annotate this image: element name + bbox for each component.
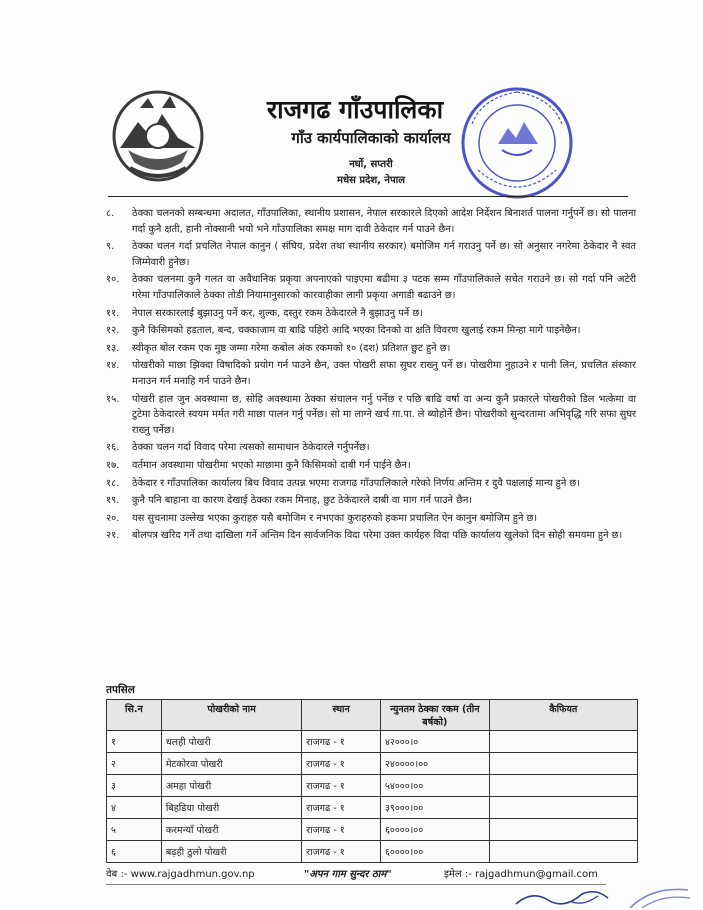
condition-item bbox=[106, 272, 636, 303]
condition-item bbox=[106, 206, 636, 237]
table-row bbox=[107, 841, 638, 863]
condition-item bbox=[106, 392, 636, 439]
condition-text: बोलपत्र खरिद गर्ने तथा दाखिला गर्ने अन्तिम दिन सार्वजनिक विदा परेमा उक्त कार्यहरु विदा पछि कार्यालय खुलेको दिन सोही समयमा हुने छ। bbox=[132, 530, 623, 542]
cell-place: राजगढ - १ bbox=[302, 841, 381, 863]
condition-number: ११. bbox=[106, 307, 120, 319]
condition-item bbox=[106, 341, 636, 357]
column-header-min-amount: न्युनतम ठेक्का रकम (तीन बर्षको) bbox=[380, 700, 489, 731]
cell-sn: ३ bbox=[107, 775, 162, 797]
condition-number: ८. bbox=[106, 208, 115, 219]
cell-place: राजगढ - १ bbox=[302, 775, 381, 797]
condition-text: ठेक्का चलनमा कुनै गलत वा अवैधानिक प्रकृया अपनाएको पाइएमा बढीमा ३ पटक सम्म गाँउपालिकाले सचेत गराउने छ। सो गर्दा पनि अटेरी गरेमा गाँउपालिकाले ठेक्का तोडी नियामानुसारको कारवाहीका लागी प्रकृया अगाडी बढाउने छ। bbox=[132, 274, 636, 301]
table-row bbox=[107, 753, 638, 775]
table-row bbox=[107, 797, 638, 819]
condition-text: ठेकेदार र गाँउपालिका कार्यालय बिच विवाद उत्पन्न भएमा राजगढ गाँउपालिकाले गरेको निर्णय अन्तिम र दुवै पक्षलाई मान्य हुने छ। bbox=[132, 477, 580, 489]
website-link[interactable]: वेब :- www.rajgadhmun.gov.np bbox=[106, 869, 255, 880]
condition-number: १३. bbox=[106, 342, 120, 354]
conditions-list bbox=[106, 206, 636, 546]
office-seal-stamp-icon bbox=[458, 84, 576, 202]
table-row bbox=[107, 731, 638, 753]
table-row bbox=[107, 819, 638, 841]
condition-text: ठेक्का चलन गर्दा प्रचलित नेपाल कानुन ( संघिय, प्रदेश तथा स्थानीय सरकार) बमोजिम गर्न गराउनु पर्ने छ। सो अनुसार नगरेमा ठेकेदार नै स्वत जिम्मेवारी हुनेछ। bbox=[132, 241, 636, 268]
cell-place: राजगढ - १ bbox=[302, 753, 381, 775]
condition-text: पोखरी हाल जुन अवस्थामा छ, सोहि अवस्थामा ठेक्का संचालन गर्नु पर्नेछ र पछि बाढि वर्षा वा अन्य कुनै प्रकारले पोखरीको डिल भत्केमा वा टुटेमा ठेकेदारले स्वयम मर्मत गरी माछा पालन गर्नु पर्नेछ। सो मा लाग्ने खर्च गा.पा. ले ब्योहोर्ने छैन। पोखरीको सुन्दरतामा अभिवृद्धि गरि सफा सुघर राख्नु पर्नेछ। bbox=[132, 393, 636, 436]
office-name: गाँउ कार्यपालिकाको कार्यालय bbox=[291, 129, 451, 147]
cell-sn: ६ bbox=[107, 841, 162, 863]
cell-amount: ४२०००।० bbox=[380, 731, 489, 753]
pond-schedule-table bbox=[106, 699, 638, 863]
condition-text: पोखरीको माछा झिक्दा विषादिको प्रयोग गर्न पाउने छैन, उक्त पोखरी सफा सुघर राख्नु पर्ने छ। पोखरीमा नुहाउने र पानी लिन, प्रचलित संस्कार मनाउन गर्न मनाहि गर्न पाउने छैन। bbox=[132, 360, 636, 387]
cell-amount: ६००००।०० bbox=[380, 841, 489, 863]
column-header-remarks: कैफियत bbox=[489, 700, 637, 731]
condition-number: १७. bbox=[106, 459, 120, 471]
schedule-heading: तपसिल bbox=[106, 684, 135, 696]
table-row bbox=[107, 775, 638, 797]
condition-item bbox=[106, 358, 636, 389]
condition-item bbox=[106, 323, 636, 339]
cell-place: राजगढ - १ bbox=[302, 819, 381, 841]
cell-remark bbox=[489, 731, 637, 753]
condition-text: नेपाल सरकारलाई बुझाउनु पर्ने कर, शुल्क, दस्तुर रकम ठेकेदारले नै बुझाउनु पर्ने छ। bbox=[132, 307, 423, 319]
column-header-place: स्थान bbox=[302, 700, 381, 731]
cell-amount: ५४०००।०० bbox=[380, 775, 489, 797]
footer-slogan: "अपन गाम सुन्दर ठाम" bbox=[304, 869, 392, 880]
condition-text: यस सुचनामा उल्लेख भएका कुराहरु यसै बमोजिम र नभएका कुराहरुको हकमा प्रचालित ऐन कानुन बमोजिम हुने छ। bbox=[132, 512, 538, 524]
condition-number: १४. bbox=[106, 360, 120, 372]
condition-number: १८. bbox=[106, 477, 120, 489]
cell-pond-name: धलही पोखरी bbox=[161, 731, 301, 753]
cell-remark bbox=[489, 775, 637, 797]
cell-remark bbox=[489, 819, 637, 841]
cell-amount: २४००००।०० bbox=[380, 753, 489, 775]
condition-item bbox=[106, 458, 636, 474]
condition-number: १९. bbox=[106, 495, 120, 507]
condition-text: वर्तमान अवस्थामा पोखरीमा भएको माछामा कुनै किसिमको दाबी गर्न पाईने छैन। bbox=[132, 459, 411, 471]
cell-place: राजगढ - १ bbox=[302, 731, 381, 753]
condition-number: १२. bbox=[106, 325, 120, 337]
signature-icon bbox=[512, 884, 692, 908]
cell-remark bbox=[489, 841, 637, 863]
condition-item bbox=[106, 440, 636, 456]
address-line-1: नर्घो, सप्तरी bbox=[349, 159, 393, 170]
cell-remark bbox=[489, 797, 637, 819]
cell-remark bbox=[489, 753, 637, 775]
condition-item bbox=[106, 528, 636, 544]
condition-text: ठेक्का चलन गर्दा विवाद परेमा त्यसको सामाधान ठेकेदारले गर्नुपर्नेछ। bbox=[132, 442, 370, 454]
cell-pond-name: करमन्याँ पोखरी bbox=[161, 819, 301, 841]
condition-item bbox=[106, 493, 636, 509]
cell-place: राजगढ - १ bbox=[302, 797, 381, 819]
condition-text: ठेक्का चलनको सम्बन्धमा अदालत, गाँउपालिका, स्थानीय प्रशासन, नेपाल सरकारले दिएको आदेश निर्देशन बिनाशर्त पालना गर्नुपर्ने छ। सो पालना गर्दा कुनै क्षती, हानी नोक्सानी भयो भने गाँउपालिका समक्ष माग दावी ठेकेदार गर्न पाउने छैन। bbox=[132, 208, 636, 235]
header-divider bbox=[108, 196, 628, 197]
address-line-2: मधेस प्रदेश, नेपाल bbox=[336, 175, 406, 186]
cell-pond-name: बिहडिया पोखरी bbox=[161, 797, 301, 819]
nepal-emblem-icon bbox=[110, 88, 206, 184]
cell-pond-name: अमहा पोखरी bbox=[161, 775, 301, 797]
condition-item bbox=[106, 306, 636, 322]
cell-pond-name: मेटकोरवा पोखरी bbox=[161, 753, 301, 775]
cell-sn: २ bbox=[107, 753, 162, 775]
condition-text: स्वीकृत बोल रकम एक मुष्ठ जम्मा गरेमा कबोल अंक रकमको १० (दश) प्रतिशत छुट हुने छ। bbox=[132, 342, 451, 354]
condition-item bbox=[106, 476, 636, 492]
municipality-title: राजगढ गाँउपालिका bbox=[266, 95, 444, 124]
cell-sn: १ bbox=[107, 731, 162, 753]
cell-amount: ३९०००।०० bbox=[380, 797, 489, 819]
column-header-sn: सि.न bbox=[107, 700, 162, 731]
condition-number: १६. bbox=[106, 442, 120, 454]
condition-text: कुनै किसिमको हडताल, बन्द, चक्काजाम वा बाढि पहिरो आदि भएका दिनको वा क्षति विवरण खुलाई रकम मिन्हा मागे पाइनेछैन। bbox=[132, 325, 581, 337]
table-header-row bbox=[107, 700, 638, 731]
column-header-pond-name: पोखरीको नाम bbox=[161, 700, 301, 731]
condition-item bbox=[106, 239, 636, 270]
condition-number: १०. bbox=[106, 274, 120, 286]
condition-text: कुनै पनि बाहाना वा कारण देखाई ठेक्का रकम मिनाह, छुट ठेकेदारले दाबी वा माग गर्न पाउने छैन। bbox=[132, 495, 473, 507]
condition-number: ९. bbox=[106, 241, 115, 253]
email-link[interactable]: इमेल :- rajgadhmun@gmail.com bbox=[444, 869, 598, 880]
cell-pond-name: बढ़ही ठुलो पोखरी bbox=[161, 841, 301, 863]
condition-number: २०. bbox=[106, 512, 120, 524]
cell-sn: ५ bbox=[107, 819, 162, 841]
condition-item bbox=[106, 511, 636, 527]
condition-number: २१. bbox=[106, 530, 120, 542]
cell-sn: ४ bbox=[107, 797, 162, 819]
condition-number: १५. bbox=[106, 393, 120, 405]
cell-amount: ६००००।०० bbox=[380, 819, 489, 841]
